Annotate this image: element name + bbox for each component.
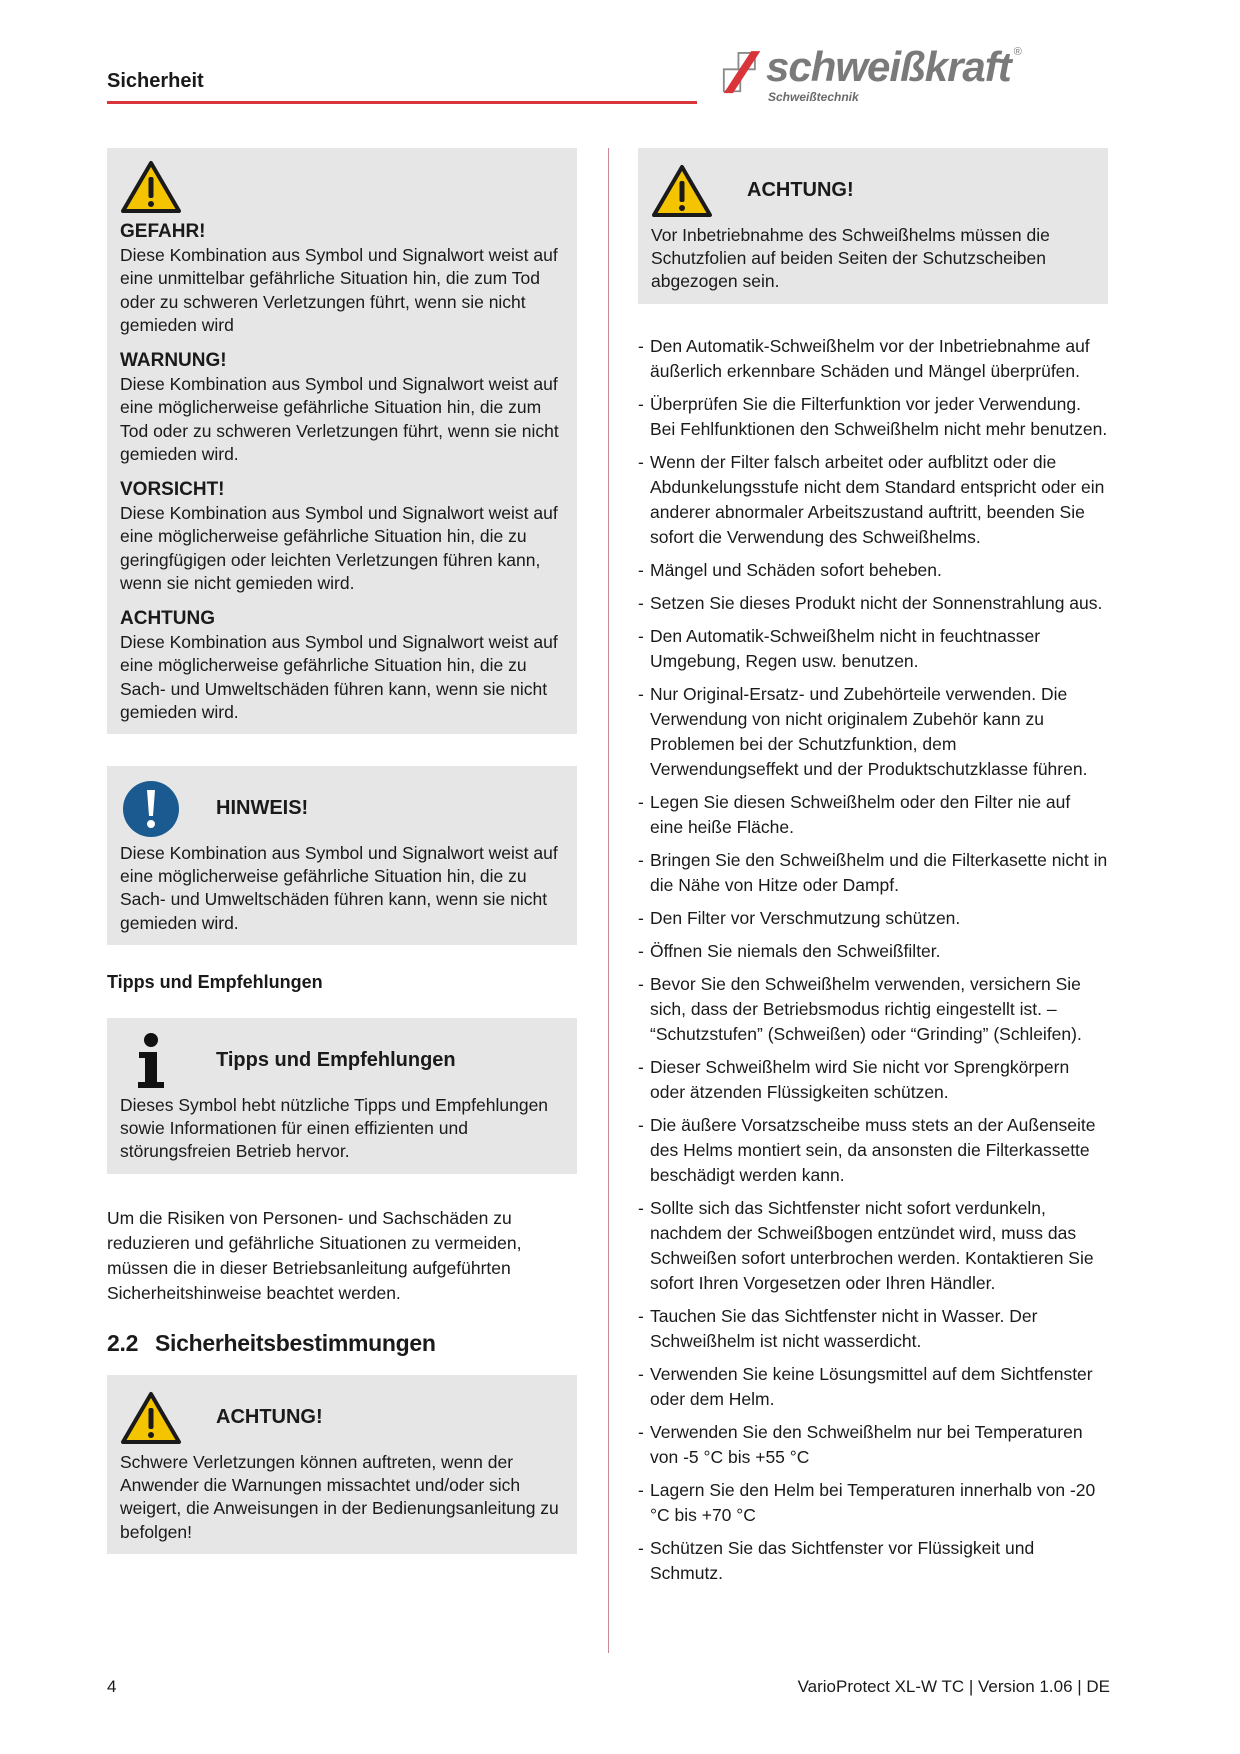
bullet-dash: - [638,1537,644,1558]
tips-box [107,1018,577,1174]
bullet-dash: - [638,1363,644,1384]
safety-caution-text: Schwere Verletzungen können auftreten, wenn der Anwender die Warnungen missachtet und/oder sich weigert, die Anweisungen in der Bedienungsanleitung zu befolgen! [120,1451,559,1542]
signal-desc-vorsicht: Diese Kombination aus Symbol und Signalwort weist auf eine möglicherweise gefährliche Situation hin, die zu geringfügigen oder leichten Verletzungen führen kann, wenn sie nicht gemieden wird. [120,503,558,593]
signal-desc-gefahr: Diese Kombination aus Symbol und Signalwort weist auf eine unmittelbar gefährliche Situation hin, die zum Tod oder zu schweren Verletzungen führt, wenn sie nicht gemieden wird [120,245,558,335]
safety-rule-item [638,682,1108,782]
safety-rule-item [638,558,1108,583]
safety-rule-text: Den Automatik-Schweißhelm vor der Inbetriebnahme auf äußerlich erkennbare Schäden und Mängel überprüfen. [650,335,1090,381]
intro-paragraph: Um die Risiken von Personen- und Sachschäden zu reduzieren und gefährliche Situationen zu vermeiden, müssen die in dieser Betriebsanleitung aufgeführten Sicherheitshinweise beachtet werden. [107,1207,522,1303]
logo-text-block [766,44,1022,104]
safety-rule-item [638,790,1108,840]
safety-rule-text: Mängel und Schäden sofort beheben. [650,559,942,580]
logo-brand-line [766,44,1022,90]
logo-registered-mark: ® [1013,46,1022,58]
safety-caution-box [107,1375,577,1554]
safety-rule-text: Den Automatik-Schweißhelm nicht in feuchtnasser Umgebung, Regen usw. benutzen. [650,625,1041,671]
bullet-dash: - [638,940,644,961]
section-heading [107,1329,577,1356]
protective-film-caution-text: Vor Inbetriebnahme des Schweißhelms müssen die Schutzfolien auf beiden Seiten der Schutzscheiben abgezogen sein. [651,225,1050,292]
logo-brand-text: schweißkraft [766,43,1011,90]
safety-rule-item [638,334,1108,384]
safety-rule-item [638,1536,1108,1586]
bullet-dash: - [638,791,644,812]
safety-rule-item [638,972,1108,1047]
signal-word-warnung: WARNUNG! [120,350,227,372]
signal-word-vorsicht: VORSICHT! [120,479,225,501]
notice-text: Diese Kombination aus Symbol und Signalwort weist auf eine möglicherweise gefährliche Situation hin, die zu Sach- und Umweltschäden führen kann, wenn sie nicht gemieden wird. [120,843,558,933]
warning-triangle-icon [120,1389,182,1447]
section-number: 2.2 [107,1329,139,1356]
safety-rule-text: Den Filter vor Verschmutzung schützen. [650,907,961,928]
safety-rule-text: Bringen Sie den Schweißhelm und die Filterkasette nicht in die Nähe von Hitze oder Dampf. [650,849,1108,895]
safety-rule-text: Nur Original-Ersatz- und Zubehörteile verwenden. Die Verwendung von nicht originalem Zubehör kann zu Problemen bei der Schutzfunktion, dem Verwendungseffekt und der Produktschutzklasse führen. [650,683,1088,779]
logo-mark-icon [722,50,764,96]
protective-film-caution-title: ACHTUNG! [747,179,854,202]
safety-rule-item [638,450,1108,550]
safety-rule-text: Tauchen Sie das Sichtfenster nicht in Wasser. Der Schweißhelm ist nicht wasserdicht. [650,1305,1038,1351]
signal-desc-warnung: Diese Kombination aus Symbol und Signalwort weist auf eine möglicherweise gefährliche Situation hin, die zum Tod oder zu schweren Verletzungen führt, wenn sie nicht gemieden wird. [120,374,559,464]
bullet-dash: - [638,1421,644,1442]
safety-rule-text: Lagern Sie den Helm bei Temperaturen innerhalb von -20 °C bis +70 °C [650,1479,1096,1525]
exclamation-circle-icon [120,780,182,838]
bullet-dash: - [638,592,644,613]
safety-rule-text: Verwenden Sie den Schweißhelm nur bei Temperaturen von -5 °C bis +55 °C [650,1421,1083,1467]
bullet-dash: - [638,973,644,994]
safety-rule-item [638,624,1108,674]
bullet-dash: - [638,559,644,580]
safety-rule-text: Verwenden Sie keine Lösungsmittel auf dem Sichtfenster oder dem Helm. [650,1363,1093,1409]
safety-rule-text: Sollte sich das Sichtfenster nicht sofort verdunkeln, nachdem der Schweißbogen entzündet wird, muss das Schweißen sofort unterbrochen werden. Kontaktieren Sie sofort Ihren Vorgesetzen oder Ihren Händler. [650,1197,1094,1293]
document-info: VarioProtect XL-W TC | Version 1.06 | DE [797,1677,1110,1696]
safety-rule-text: Bevor Sie den Schweißhelm verwenden, versichern Sie sich, dass der Betriebsmodus richtig eingestellt ist. – “Schutzstufen” (Schweißen) oder “Grinding” (Schleifen). [650,973,1082,1044]
safety-rule-text: Wenn der Filter falsch arbeitet oder aufblitzt oder die Abdunkelungsstufe nicht dem Standard entspricht oder ein anderer abnormaler Arbeitszustand auftritt, beenden Sie sofort die Verwendung des Schweißhelms. [650,451,1105,547]
safety-rule-item [638,1113,1108,1188]
tips-text: Dieses Symbol hebt nützliche Tipps und Empfehlungen sowie Informationen für einen effizienten und störungsfreien Betrieb hervor. [120,1095,549,1162]
signal-words-box [107,148,577,734]
safety-rule-item [638,906,1108,931]
safety-rule-text: Schützen Sie das Sichtfenster vor Flüssigkeit und Schmutz. [650,1537,1035,1583]
safety-rule-item [638,392,1108,442]
bullet-dash: - [638,907,644,928]
section-title: Sicherheitsbestimmungen [155,1329,436,1356]
bullet-dash: - [638,451,644,472]
header-section-title: Sicherheit [107,70,204,92]
safety-rule-text: Dieser Schweißhelm wird Sie nicht vor Sprengkörpern oder ätzenden Flüssigkeiten schützen. [650,1056,1070,1102]
page-number: 4 [107,1677,117,1696]
header-rule [107,101,697,104]
logo-subtitle: Schweißtechnik [768,90,859,104]
safety-rule-item [638,1304,1108,1354]
bullet-dash: - [638,393,644,414]
warning-triangle-icon [120,160,182,214]
bullet-dash: - [638,683,644,704]
bullet-dash: - [638,335,644,356]
bullet-dash: - [638,1056,644,1077]
safety-rule-text: Setzen Sie dieses Produkt nicht der Sonnenstrahlung aus. [650,592,1103,613]
safety-rule-item [638,939,1108,964]
bullet-dash: - [638,625,644,646]
safety-rule-item [638,1196,1108,1296]
safety-caution-title: ACHTUNG! [216,1406,323,1429]
bullet-dash: - [638,1479,644,1500]
safety-rule-item [638,591,1108,616]
tips-title: Tipps und Empfehlungen [216,1049,456,1072]
safety-rule-text: Legen Sie diesen Schweißhelm oder den Filter nie auf eine heiße Fläche. [650,791,1071,837]
bullet-dash: - [638,1197,644,1218]
signal-word-achtung: ACHTUNG [120,608,215,630]
safety-rule-item [638,848,1108,898]
bullet-dash: - [638,849,644,870]
safety-rule-item [638,1420,1108,1470]
column-divider [608,148,609,1653]
bullet-dash: - [638,1114,644,1135]
safety-rule-item [638,1478,1108,1528]
warning-triangle-icon [651,162,713,220]
signal-word-gefahr: GEFAHR! [120,221,206,242]
safety-rule-text: Überprüfen Sie die Filterfunktion vor jeder Verwendung. Bei Fehlfunktionen den Schweißhelm nicht mehr benutzen. [650,393,1108,439]
left-column [107,148,577,1586]
protective-film-caution-box [638,148,1108,304]
notice-box [107,766,577,945]
safety-rule-item [638,1055,1108,1105]
safety-rules-list [638,334,1108,1586]
brand-logo [722,44,1122,110]
safety-rule-text: Öffnen Sie niemals den Schweißfilter. [650,940,941,961]
right-column [638,148,1108,1594]
signal-desc-achtung: Diese Kombination aus Symbol und Signalwort weist auf eine möglicherweise gefährliche Situation hin, die zu Sach- und Umweltschäden führen kann, wenn sie nicht gemieden wird. [120,632,558,722]
safety-rule-text: Die äußere Vorsatzscheibe muss stets an der Außenseite des Helms montiert sein, da ansonsten die Filterkassette beschädigt werden kann. [650,1114,1096,1185]
bullet-dash: - [638,1305,644,1326]
tips-heading: Tipps und Empfehlungen [107,971,323,992]
info-icon [120,1032,182,1090]
safety-rule-item [638,1362,1108,1412]
notice-title: HINWEIS! [216,797,309,820]
